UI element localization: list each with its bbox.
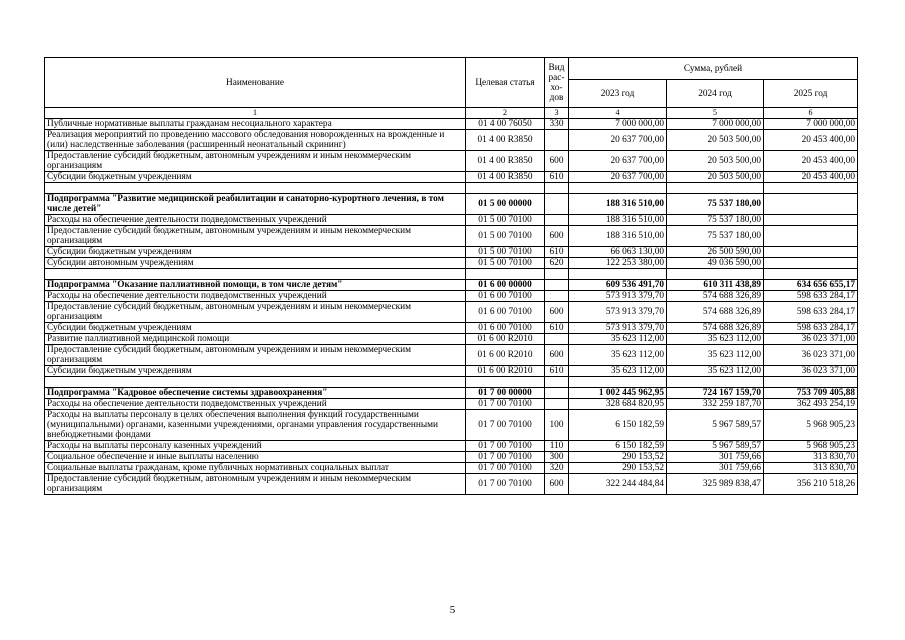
table-header xyxy=(45,58,858,119)
row-name: Публичные нормативные выплаты гражданам несоциального характера xyxy=(45,119,466,130)
row-target-code: 01 6 00 70100 xyxy=(466,302,545,323)
row-expense-kind xyxy=(545,194,569,215)
row-name: Расходы на обеспечение деятельности подведомственных учреждений xyxy=(45,291,466,302)
row-expense-kind: 610 xyxy=(545,366,569,377)
table-row xyxy=(45,215,858,226)
row-target-code: 01 6 00 00000 xyxy=(466,280,545,291)
row-target-code: 01 7 00 70100 xyxy=(466,474,545,495)
row-amount-2024: 7 000 000,00 xyxy=(667,119,764,130)
row-amount-2025 xyxy=(764,247,858,258)
row-name: Расходы на обеспечение деятельности подведомственных учреждений xyxy=(45,399,466,410)
row-name: Расходы на выплаты персоналу казенных учреждений xyxy=(45,441,466,452)
table-spacer-row xyxy=(45,269,858,280)
row-amount-2025: 598 633 284,17 xyxy=(764,302,858,323)
table-row xyxy=(45,130,858,151)
row-expense-kind xyxy=(545,215,569,226)
row-amount-2024: 332 259 187,70 xyxy=(667,399,764,410)
table-row-subprogram xyxy=(45,388,858,399)
row-target-code: 01 7 00 70100 xyxy=(466,441,545,452)
table-row xyxy=(45,410,858,441)
row-amount-2023: 573 913 379,70 xyxy=(569,323,667,334)
table-spacer-row xyxy=(45,183,858,194)
row-target-code: 01 4 00 R3850 xyxy=(466,172,545,183)
row-amount-2024: 574 688 326,89 xyxy=(667,323,764,334)
row-target-code: 01 6 00 R2010 xyxy=(466,345,545,366)
row-target-code: 01 7 00 70100 xyxy=(466,399,545,410)
table-row xyxy=(45,302,858,323)
row-target-code: 01 5 00 70100 xyxy=(466,247,545,258)
page-number: 5 xyxy=(449,604,456,616)
row-amount-2025 xyxy=(764,258,858,269)
row-name: Субсидии бюджетным учреждениям xyxy=(45,172,466,183)
row-amount-2025: 5 968 905,23 xyxy=(764,441,858,452)
row-amount-2023: 328 684 820,95 xyxy=(569,399,667,410)
row-expense-kind: 610 xyxy=(545,323,569,334)
row-amount-2025 xyxy=(764,194,858,215)
row-target-code: 01 6 00 70100 xyxy=(466,291,545,302)
table-row xyxy=(45,474,858,495)
row-amount-2023: 290 153,52 xyxy=(569,452,667,463)
row-target-code: 01 7 00 00000 xyxy=(466,388,545,399)
row-amount-2023: 20 637 700,00 xyxy=(569,151,667,172)
row-amount-2023: 1 002 445 962,95 xyxy=(569,388,667,399)
column-number: 6 xyxy=(764,108,858,119)
row-amount-2025: 5 968 905,23 xyxy=(764,410,858,441)
row-name: Расходы на обеспечение деятельности подведомственных учреждений xyxy=(45,215,466,226)
table-row xyxy=(45,441,858,452)
row-amount-2023: 20 637 700,00 xyxy=(569,130,667,151)
row-amount-2024: 35 623 112,00 xyxy=(667,345,764,366)
budget-table xyxy=(44,57,858,495)
row-amount-2024: 35 623 112,00 xyxy=(667,334,764,345)
table-row xyxy=(45,323,858,334)
row-amount-2023: 35 623 112,00 xyxy=(569,345,667,366)
table-spacer-row xyxy=(45,377,858,388)
column-number: 4 xyxy=(569,108,667,119)
row-name: Развитие паллиативной медицинской помощи xyxy=(45,334,466,345)
row-target-code: 01 5 00 70100 xyxy=(466,226,545,247)
row-expense-kind: 330 xyxy=(545,119,569,130)
row-name: Реализация мероприятий по проведению массового обследования новорожденных на врожденные и (или) наследственные заболевания (расширенный неонатальный скрининг) xyxy=(45,130,466,151)
row-amount-2025: 753 709 405,88 xyxy=(764,388,858,399)
row-amount-2024: 301 759,66 xyxy=(667,463,764,474)
table-row-subprogram xyxy=(45,280,858,291)
row-expense-kind: 620 xyxy=(545,258,569,269)
row-amount-2023: 6 150 182,59 xyxy=(569,441,667,452)
row-amount-2025: 7 000 000,00 xyxy=(764,119,858,130)
row-amount-2024: 724 167 159,70 xyxy=(667,388,764,399)
row-expense-kind: 600 xyxy=(545,151,569,172)
row-amount-2024: 20 503 500,00 xyxy=(667,130,764,151)
row-name: Предоставление субсидий бюджетным, автономным учреждениям и иным некоммерческим организациям xyxy=(45,151,466,172)
header-year-2024: 2024 год xyxy=(667,80,764,108)
row-target-code: 01 5 00 70100 xyxy=(466,258,545,269)
table-row xyxy=(45,172,858,183)
table-row xyxy=(45,119,858,130)
row-amount-2023: 20 637 700,00 xyxy=(569,172,667,183)
row-amount-2025: 313 830,70 xyxy=(764,463,858,474)
row-expense-kind xyxy=(545,334,569,345)
header-target-article: Целевая статья xyxy=(466,58,545,108)
column-number: 2 xyxy=(466,108,545,119)
row-target-code: 01 4 00 76050 xyxy=(466,119,545,130)
row-amount-2025: 598 633 284,17 xyxy=(764,291,858,302)
table-row xyxy=(45,226,858,247)
row-expense-kind: 600 xyxy=(545,226,569,247)
row-name: Социальные выплаты гражданам, кроме публичных нормативных социальных выплат xyxy=(45,463,466,474)
row-amount-2025: 20 453 400,00 xyxy=(764,130,858,151)
row-amount-2023: 322 244 484,84 xyxy=(569,474,667,495)
row-name: Предоставление субсидий бюджетным, автономным учреждениям и иным некоммерческим организациям xyxy=(45,474,466,495)
row-amount-2024: 5 967 589,57 xyxy=(667,410,764,441)
row-name: Подпрограмма "Оказание паллиативной помощи, в том числе детям" xyxy=(45,280,466,291)
row-amount-2024: 75 537 180,00 xyxy=(667,215,764,226)
row-amount-2024: 20 503 500,00 xyxy=(667,151,764,172)
table-row xyxy=(45,452,858,463)
row-expense-kind: 100 xyxy=(545,410,569,441)
row-name: Подпрограмма "Развитие медицинской реабилитации и санаторно-курортного лечения, в том числе детей" xyxy=(45,194,466,215)
row-expense-kind: 600 xyxy=(545,302,569,323)
row-amount-2024: 49 036 590,00 xyxy=(667,258,764,269)
row-target-code: 01 4 00 R3850 xyxy=(466,130,545,151)
header-sum: Сумма, рублей xyxy=(569,58,858,80)
row-amount-2025: 313 830,70 xyxy=(764,452,858,463)
row-expense-kind xyxy=(545,388,569,399)
row-amount-2025: 356 210 518,26 xyxy=(764,474,858,495)
row-amount-2024: 325 989 838,47 xyxy=(667,474,764,495)
row-expense-kind: 600 xyxy=(545,474,569,495)
row-expense-kind: 320 xyxy=(545,463,569,474)
row-expense-kind: 610 xyxy=(545,172,569,183)
row-amount-2025 xyxy=(764,215,858,226)
row-amount-2023: 7 000 000,00 xyxy=(569,119,667,130)
table-row xyxy=(45,151,858,172)
row-amount-2023: 6 150 182,59 xyxy=(569,410,667,441)
table-row xyxy=(45,291,858,302)
table-body xyxy=(45,119,858,495)
table-row-subprogram xyxy=(45,194,858,215)
row-amount-2025 xyxy=(764,226,858,247)
table-row xyxy=(45,345,858,366)
row-target-code: 01 7 00 70100 xyxy=(466,452,545,463)
row-name: Предоставление субсидий бюджетным, автономным учреждениям и иным некоммерческим организациям xyxy=(45,302,466,323)
row-amount-2024: 75 537 180,00 xyxy=(667,226,764,247)
row-amount-2024: 301 759,66 xyxy=(667,452,764,463)
row-amount-2023: 35 623 112,00 xyxy=(569,366,667,377)
row-amount-2025: 36 023 371,00 xyxy=(764,345,858,366)
row-amount-2023: 188 316 510,00 xyxy=(569,194,667,215)
row-name: Субсидии бюджетным учреждениям xyxy=(45,366,466,377)
column-number: 3 xyxy=(545,108,569,119)
row-amount-2024: 26 500 590,00 xyxy=(667,247,764,258)
row-target-code: 01 7 00 70100 xyxy=(466,410,545,441)
row-amount-2025: 36 023 371,00 xyxy=(764,366,858,377)
column-number: 1 xyxy=(45,108,466,119)
row-name: Субсидии автономным учреждениям xyxy=(45,258,466,269)
row-name: Предоставление субсидий бюджетным, автономным учреждениям и иным некоммерческим организациям xyxy=(45,345,466,366)
row-name: Субсидии бюджетным учреждениям xyxy=(45,247,466,258)
row-amount-2023: 188 316 510,00 xyxy=(569,215,667,226)
row-name: Субсидии бюджетным учреждениям xyxy=(45,323,466,334)
row-target-code: 01 5 00 70100 xyxy=(466,215,545,226)
table-row xyxy=(45,334,858,345)
row-amount-2025: 598 633 284,17 xyxy=(764,323,858,334)
header-expense-kind: Вид рас- хо- дов xyxy=(545,58,569,108)
row-amount-2023: 35 623 112,00 xyxy=(569,334,667,345)
row-target-code: 01 6 00 R2010 xyxy=(466,366,545,377)
row-amount-2023: 188 316 510,00 xyxy=(569,226,667,247)
row-amount-2024: 75 537 180,00 xyxy=(667,194,764,215)
row-target-code: 01 6 00 70100 xyxy=(466,323,545,334)
header-year-2025: 2025 год xyxy=(764,80,858,108)
row-name: Социальное обеспечение и иные выплаты населению xyxy=(45,452,466,463)
row-amount-2025: 634 656 655,17 xyxy=(764,280,858,291)
row-name: Предоставление субсидий бюджетным, автономным учреждениям и иным некоммерческим организациям xyxy=(45,226,466,247)
row-amount-2023: 573 913 379,70 xyxy=(569,302,667,323)
row-amount-2025: 362 493 254,19 xyxy=(764,399,858,410)
table-row xyxy=(45,366,858,377)
row-amount-2024: 574 688 326,89 xyxy=(667,291,764,302)
row-amount-2023: 66 063 130,00 xyxy=(569,247,667,258)
table-row xyxy=(45,463,858,474)
table-row xyxy=(45,247,858,258)
row-amount-2023: 290 153,52 xyxy=(569,463,667,474)
row-amount-2024: 20 503 500,00 xyxy=(667,172,764,183)
row-expense-kind xyxy=(545,291,569,302)
row-name: Подпрограмма "Кадровое обеспечение системы здравоохранения" xyxy=(45,388,466,399)
header-name: Наименование xyxy=(45,58,466,108)
row-amount-2025: 36 023 371,00 xyxy=(764,334,858,345)
row-name: Расходы на выплаты персоналу в целях обеспечения выполнения функций государственными (муниципальными) органами, казенными учреждениями, органами управления государственными внебюджетными фондами xyxy=(45,410,466,441)
column-number-row xyxy=(45,108,858,119)
row-amount-2024: 5 967 589,57 xyxy=(667,441,764,452)
table-row xyxy=(45,399,858,410)
row-target-code: 01 6 00 R2010 xyxy=(466,334,545,345)
row-target-code: 01 4 00 R3850 xyxy=(466,151,545,172)
row-target-code: 01 5 00 00000 xyxy=(466,194,545,215)
row-amount-2024: 610 311 438,89 xyxy=(667,280,764,291)
row-amount-2023: 573 913 379,70 xyxy=(569,291,667,302)
row-expense-kind: 110 xyxy=(545,441,569,452)
row-amount-2025: 20 453 400,00 xyxy=(764,151,858,172)
row-expense-kind: 600 xyxy=(545,345,569,366)
row-amount-2023: 609 536 491,70 xyxy=(569,280,667,291)
row-expense-kind: 300 xyxy=(545,452,569,463)
row-amount-2023: 122 253 380,00 xyxy=(569,258,667,269)
row-expense-kind xyxy=(545,130,569,151)
row-expense-kind xyxy=(545,280,569,291)
row-target-code: 01 7 00 70100 xyxy=(466,463,545,474)
row-expense-kind xyxy=(545,399,569,410)
column-number: 5 xyxy=(667,108,764,119)
table-row xyxy=(45,258,858,269)
row-expense-kind: 610 xyxy=(545,247,569,258)
row-amount-2024: 574 688 326,89 xyxy=(667,302,764,323)
header-year-2023: 2023 год xyxy=(569,80,667,108)
row-amount-2025: 20 453 400,00 xyxy=(764,172,858,183)
row-amount-2024: 35 623 112,00 xyxy=(667,366,764,377)
